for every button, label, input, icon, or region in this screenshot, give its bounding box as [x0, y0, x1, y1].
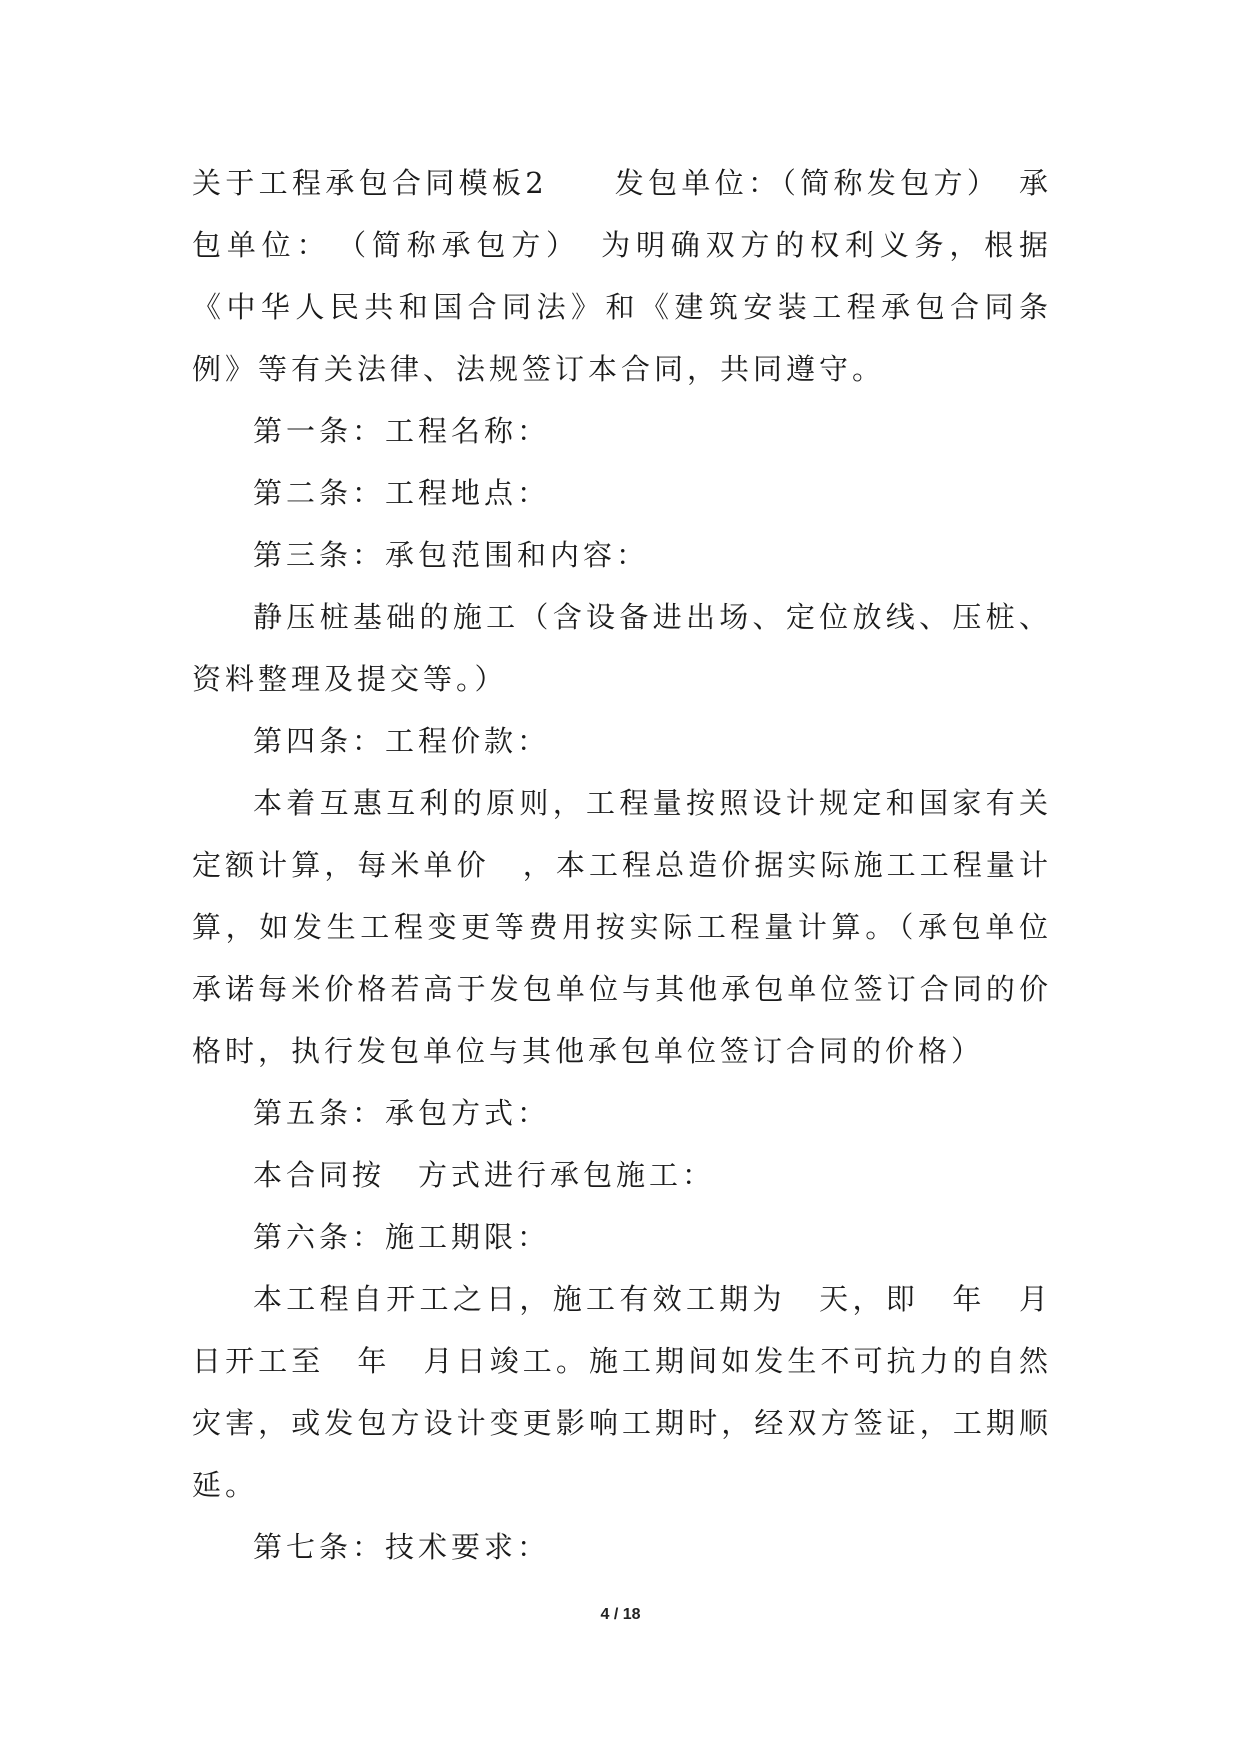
article-2-heading: 第二条：工程地点： [253, 476, 551, 510]
document-body [192, 152, 1052, 1578]
article-7-heading: 第七条：技术要求： [253, 1530, 551, 1564]
article-1-heading: 第一条：工程名称： [253, 414, 551, 448]
article-4-body: 本着互惠互利的原则，工程量按照设计规定和国家有关定额计算，每米单价 ，本工程总造价据实际施工工程量计算，如发生工程变更等费用按实际工程量计算。（承包单位承诺每米价格若高于发包单位与其他承包单位签订合同的价格时，执行发包单位与其他承包单位签订合同的价格） [192, 786, 1052, 1068]
page-number: 4 / 18 [600, 1606, 641, 1623]
article-3-body: 静压桩基础的施工（含设备进出场、定位放线、压桩、资料整理及提交等。） [192, 600, 1052, 696]
article-6-heading: 第六条：施工期限： [253, 1220, 551, 1254]
contract-intro-paragraph: 关于工程承包合同模板2 发包单位：（简称发包方） 承包单位： （简称承包方） 为明确双方的权利义务，根据《中华人民共和国合同法》和《建筑安装工程承包合同条例》等有关法律、法规签订本合同，共同遵守。 [192, 166, 1052, 386]
article-5-body: 本合同按 方式进行承包施工： [253, 1158, 716, 1192]
article-6-body: 本工程自开工之日，施工有效工期为 天，即 年 月日开工至 年 月日竣工。施工期间如发生不可抗力的自然灾害，或发包方设计变更影响工期时，经双方签证，工期顺延。 [192, 1282, 1052, 1502]
article-4-heading: 第四条：工程价款： [253, 724, 551, 758]
article-5-heading: 第五条：承包方式： [253, 1096, 551, 1130]
article-3-heading: 第三条：承包范围和内容： [253, 538, 650, 572]
